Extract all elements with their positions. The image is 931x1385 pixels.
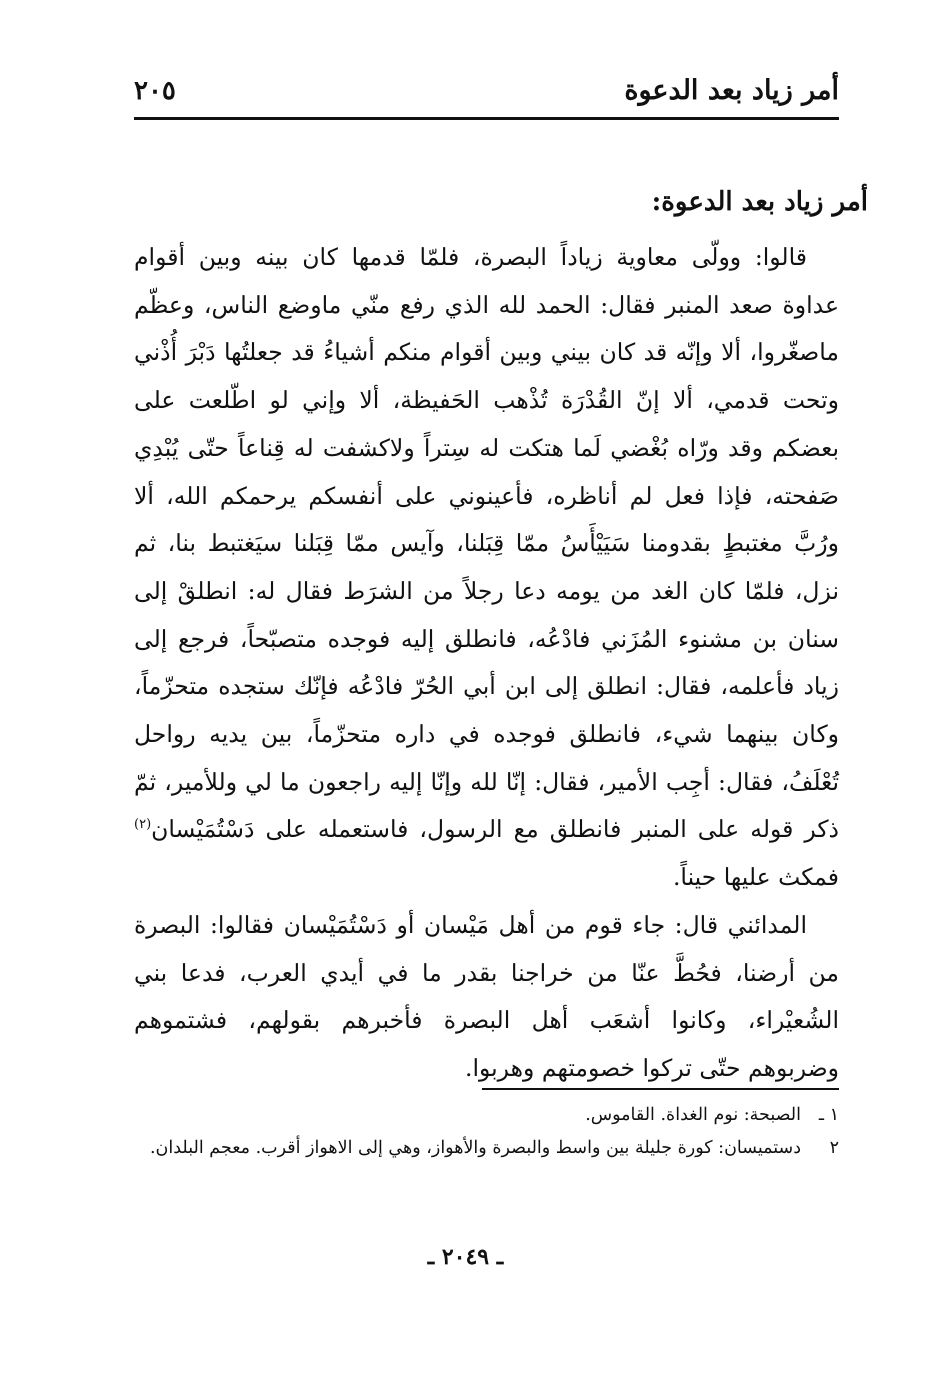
footnote-1-text: الصبحة: نوم الغداة. القاموس.	[585, 1105, 801, 1125]
section-heading: أمر زياد بعد الدعوة:	[651, 187, 868, 217]
footnote-rule	[482, 1088, 839, 1090]
header-rule	[134, 117, 839, 120]
page-header	[134, 66, 839, 120]
paragraph-1-text: قالوا: وولّى معاوية زياداً البصرة، فلمّا قدمها كان بينه وبين أقوام عداوة صعد المنبر فقال: الحمد لله الذي رفع منّي ماوضع الناس، وعظّم ماصغّروا، ألا وإنّه قد كان بيني وبين أقوام منكم أشياءُ قد جعلتُها دَبْرَ أُذْني وتحت قدمي، ألا إنّ القُدْرَة تُذْهب الحَفيظة، ألا وإني لو اطّلعت على بعضكم وقد ورّاه بُغْضي لَما هتكت له سِتراً ولاكشفت له قِناعاً حتّى يُبْدِي صَفحته، فإذا فعل لم أناظره، فأعينوني على أنفسكم يرحمكم الله، ألا ورُبَّ مغتبطٍ بقدومنا سَيَيْأَسُ ممّا قِبَلنا، وآيس ممّا قِبَلنا سيَغتبط بنا، ثم نزل، فلمّا كان الغد من يومه دعا رجلاً من الشرَط فقال له: انطلقْ إلى سنان بن مشنوء المُزَني فادْعُه، فانطلق إليه فوجده متصبّحاً، فرجع إلى زياد فأعلمه، فقال: انطلق إلى ابن أبي الحُرّ فادْعُه فإنّك ستجده متحزّماً، وكان بينهما شيء، فانطلق فوجده في داره متحزّماً، بين يديه رواحل تُعْلَفُ، فقال: أجِب الأمير، فقال: إنّا لله وإنّا إليه راجعون ما لي وللأمير، ثمّ ذكر قوله على المنبر فانطلق مع الرسول، فاستعمله على دَسْتُمَيْسان	[134, 243, 840, 844]
footnote-2-text: دستميسان: كورة جليلة بين واسط والبصرة والأهواز، وهي إلى الاهواز أقرب. معجم البلدان.	[149, 1138, 801, 1158]
footnote-2	[134, 1133, 839, 1164]
page-number-top: ٢٠٥	[134, 76, 176, 106]
footnote-2-number: ٢	[829, 1138, 839, 1158]
paragraph-1	[134, 234, 839, 902]
paragraph-2: المدائني قال: جاء قوم من أهل مَيْسان أو دَسْتُمَيْسان فقالوا: البصرة من أرضنا، فحُطَّ عنّا من خراجنا بقدر ما في أيدي العرب، فدعا بني الشُعيْراء، وكانوا أشعَب أهل البصرة فأخبرهم بقولهم، فشتموهم وضربوهم حتّى تركوا خصومتهم وهربوا.	[134, 910, 839, 1082]
running-title: أمر زياد بعد الدعوة	[624, 75, 839, 106]
footnote-1	[134, 1100, 839, 1131]
footnotes	[134, 1100, 839, 1166]
page-number-bottom: ـ ٢٠٤٩ ـ	[427, 1244, 504, 1270]
paragraph-1-end: فمكث عليها حيناً.	[672, 863, 839, 892]
body-text	[134, 234, 839, 1093]
footnote-mark-2: (٢)	[134, 817, 152, 833]
footnote-1-number: ١ ـ	[818, 1105, 839, 1125]
